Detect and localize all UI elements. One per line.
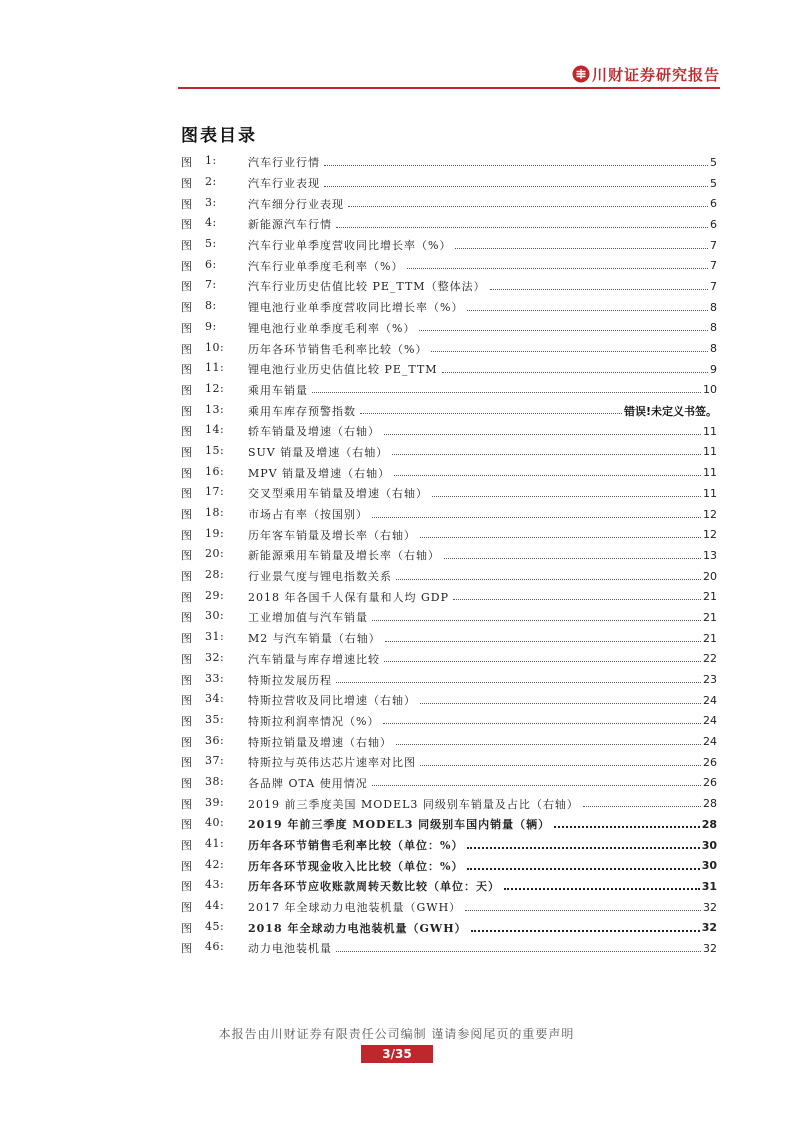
toc-leader-dots xyxy=(490,289,708,290)
toc-entry-prefix: 图 xyxy=(181,921,193,935)
toc-entry-number: 16: xyxy=(205,464,225,478)
toc-entry-title: 交叉型乘用车销量及增速（右轴） xyxy=(248,487,428,501)
toc-entry-page: 6 xyxy=(710,217,717,231)
toc-entry-label xyxy=(181,320,248,336)
toc-entry[interactable] xyxy=(181,628,717,649)
toc-leader-dots xyxy=(583,806,701,807)
toc-entry[interactable] xyxy=(181,483,717,504)
toc-entry-prefix: 图 xyxy=(181,197,193,211)
toc-entry-title: 历年各环节应收账款周转天数比较（单位：天） xyxy=(248,880,500,894)
toc-entry-number: 30: xyxy=(205,609,225,623)
toc-entry-page: 30 xyxy=(701,838,717,852)
toc-entry-prefix: 图 xyxy=(181,487,193,501)
footer-notice: 本报告由川财证券有限责任公司编制 谨请参阅尾页的重要声明 xyxy=(218,1027,575,1041)
toc-entry-title: 锂电池行业单季度毛利率（%） xyxy=(248,321,416,335)
toc-entry-number: 38: xyxy=(205,774,225,788)
toc-entry-label xyxy=(181,485,248,501)
toc-entry-prefix: 图 xyxy=(181,383,193,397)
toc-entry-prefix: 图 xyxy=(181,673,193,687)
toc-title: 图表目录 xyxy=(181,126,257,146)
toc-entry[interactable] xyxy=(181,793,717,814)
toc-entry-page: 26 xyxy=(703,776,717,790)
toc-entry-title: 汽车行业单季度营收同比增长率（%） xyxy=(248,239,452,253)
toc-entry-page: 24 xyxy=(703,693,717,707)
toc-entry[interactable] xyxy=(181,359,717,380)
toc-entry-label xyxy=(181,734,248,750)
toc-entry-title: 各品牌 OTA 使用情况 xyxy=(248,776,368,790)
toc-entry-number: 19: xyxy=(205,526,225,540)
toc-entry-page: 7 xyxy=(710,279,717,293)
toc-leader-dots xyxy=(372,517,701,518)
toc-leader-dots xyxy=(392,454,701,455)
toc-entry-number: 7: xyxy=(205,278,217,292)
toc-entry-label xyxy=(181,382,248,398)
toc-entry[interactable] xyxy=(181,690,717,711)
toc-entry-number: 5: xyxy=(205,237,217,251)
toc-entry-label xyxy=(181,816,248,832)
toc-entry-page: 11 xyxy=(703,445,717,459)
toc-entry-prefix: 图 xyxy=(181,156,193,170)
toc-entry-page: 5 xyxy=(710,155,717,169)
toc-entry-prefix: 图 xyxy=(181,652,193,666)
toc-entry-prefix: 图 xyxy=(181,694,193,708)
toc-entry[interactable] xyxy=(181,545,717,566)
toc-entry[interactable] xyxy=(181,835,717,856)
toc-leader-dots xyxy=(336,227,708,228)
toc-entry-title: 锂电池行业历史估值比较 PE_TTM xyxy=(248,363,438,377)
toc-entry-page: 31 xyxy=(701,879,717,893)
toc-entry-prefix: 图 xyxy=(181,839,193,853)
toc-entry-prefix: 图 xyxy=(181,445,193,459)
toc-leader-dots xyxy=(324,186,708,187)
toc-entry-page: 6 xyxy=(710,197,717,211)
toc-entry-number: 10: xyxy=(205,340,225,354)
toc-entry-title: 动力电池装机量 xyxy=(248,942,332,956)
toc-entry-prefix: 图 xyxy=(181,528,193,542)
toc-entry-prefix: 图 xyxy=(181,942,193,956)
toc-entry-title: 乘用车库存预警指数 xyxy=(248,404,356,418)
toc-entry[interactable] xyxy=(181,442,717,463)
toc-entry-label xyxy=(181,547,248,563)
toc-entry-label xyxy=(181,258,248,274)
toc-entry-title: 历年各环节销售毛利率比较（%） xyxy=(248,342,428,356)
toc-entry-number: 34: xyxy=(205,692,225,706)
toc-leader-dots xyxy=(467,310,708,311)
toc-entry-number: 1: xyxy=(205,154,217,168)
toc-entry-number: 40: xyxy=(205,816,225,830)
toc-entry[interactable] xyxy=(181,566,717,587)
toc-entry-label xyxy=(181,920,248,936)
toc-entry-title: 历年客车销量及增长率（右轴） xyxy=(248,528,416,542)
toc-entry-number: 28: xyxy=(205,568,225,582)
toc-entry-label xyxy=(181,196,248,212)
toc-entry-page: 22 xyxy=(703,652,717,666)
toc-entry-number: 32: xyxy=(205,650,225,664)
brand-name: 川财证券研究报告 xyxy=(591,66,720,84)
toc-leader-dots xyxy=(420,537,701,538)
toc-entry[interactable] xyxy=(181,297,717,318)
toc-leader-dots xyxy=(384,661,701,662)
toc-entry-title: 工业增加值与汽车销量 xyxy=(248,611,368,625)
toc-entry-prefix: 图 xyxy=(181,632,193,646)
toc-entry[interactable] xyxy=(181,193,717,214)
toc-entry-prefix: 图 xyxy=(181,363,193,377)
toc-entry-title: 历年各环节现金收入比比较（单位：%） xyxy=(248,859,464,873)
toc-entry-page: 7 xyxy=(710,238,717,252)
toc-entry-label xyxy=(181,796,248,812)
toc-leader-dots xyxy=(444,558,701,559)
toc-entry[interactable] xyxy=(181,897,717,918)
toc-entry-prefix: 图 xyxy=(181,818,193,832)
toc-entry-title: M2 与汽车销量（右轴） xyxy=(248,632,381,646)
toc-entry[interactable] xyxy=(181,380,717,401)
toc-entry-title: 特斯拉发展历程 xyxy=(248,673,332,687)
toc-entry[interactable] xyxy=(181,214,717,235)
toc-leader-dots xyxy=(504,888,700,890)
toc-entry-number: 15: xyxy=(205,443,225,457)
toc-entry-number: 9: xyxy=(205,319,217,333)
toc-entry-label xyxy=(181,278,248,294)
toc-entry-number: 29: xyxy=(205,588,225,602)
toc-entry-number: 41: xyxy=(205,837,225,851)
toc-entry[interactable] xyxy=(181,524,717,545)
toc-entry-prefix: 图 xyxy=(181,280,193,294)
toc-entry-prefix: 图 xyxy=(181,714,193,728)
toc-entry-page: 23 xyxy=(703,673,717,687)
toc-leader-dots xyxy=(394,475,701,476)
toc-entry-label xyxy=(181,940,248,956)
toc-entry-prefix: 图 xyxy=(181,756,193,770)
toc-entry-page: 32 xyxy=(703,900,717,914)
toc-entry-number: 42: xyxy=(205,857,225,871)
toc-entry-title: 汽车行业行情 xyxy=(248,156,320,170)
toc-entry[interactable] xyxy=(181,152,717,173)
toc-entry-title: 汽车行业单季度毛利率（%） xyxy=(248,259,404,273)
toc-leader-dots xyxy=(407,268,708,269)
toc-entry-page: 11 xyxy=(703,424,717,438)
toc-entry-number: 36: xyxy=(205,733,225,747)
toc-entry-label xyxy=(181,299,248,315)
toc-entry-title: 特斯拉销量及增速（右轴） xyxy=(248,735,392,749)
toc-leader-dots xyxy=(467,847,699,849)
toc-entry-label xyxy=(181,609,248,625)
toc-leader-dots xyxy=(420,703,701,704)
toc-entry-title: 2018 年全球动力电池装机量（GWH） xyxy=(248,921,467,935)
toc-entry-page: 24 xyxy=(703,714,717,728)
toc-entry[interactable] xyxy=(181,773,717,794)
company-logo-icon xyxy=(572,65,590,83)
toc-entry-label xyxy=(181,341,248,357)
toc-entry[interactable] xyxy=(181,276,717,297)
toc-entry-number: 12: xyxy=(205,381,225,395)
toc-entry-label xyxy=(181,837,248,853)
toc-entry-label xyxy=(181,858,248,874)
toc-entry-number: 43: xyxy=(205,878,225,892)
toc-leader-dots xyxy=(396,579,701,580)
toc-entry[interactable] xyxy=(181,235,717,256)
toc-entry-number: 17: xyxy=(205,485,225,499)
toc-entry-label xyxy=(181,237,248,253)
toc-entry-prefix: 图 xyxy=(181,321,193,335)
toc-entry[interactable] xyxy=(181,255,717,276)
toc-entry-label xyxy=(181,216,248,232)
toc-entry-prefix: 图 xyxy=(181,301,193,315)
toc-entry-page: 8 xyxy=(710,300,717,314)
toc-entry-number: 35: xyxy=(205,712,225,726)
toc-entry-prefix: 图 xyxy=(181,901,193,915)
toc-entry-title: 行业景气度与锂电指数关系 xyxy=(248,570,392,584)
toc-entry-number: 8: xyxy=(205,299,217,313)
toc-entry-title: 2019 年前三季度 MODEL3 同级别车国内销量（辆） xyxy=(248,818,551,832)
toc-leader-dots xyxy=(360,413,622,414)
toc-entry-number: 33: xyxy=(205,671,225,685)
toc-leader-dots xyxy=(453,599,701,600)
toc-leader-dots xyxy=(471,930,700,932)
toc-entry-prefix: 图 xyxy=(181,570,193,584)
toc-leader-dots xyxy=(324,165,708,166)
toc-entry-number: 31: xyxy=(205,630,225,644)
toc-leader-dots xyxy=(385,641,701,642)
toc-leader-dots xyxy=(554,826,700,828)
toc-entry-title: 特斯拉利润率情况（%） xyxy=(248,714,380,728)
page-number: 3/35 xyxy=(361,1045,433,1063)
toc-entry[interactable] xyxy=(181,504,717,525)
toc-entry-title: 乘用车销量 xyxy=(248,383,308,397)
toc-entry-prefix: 图 xyxy=(181,508,193,522)
toc-entry[interactable] xyxy=(181,338,717,359)
toc-entry-title: 汽车行业表现 xyxy=(248,177,320,191)
toc-entry-number: 37: xyxy=(205,754,225,768)
toc-entry-label xyxy=(181,651,248,667)
toc-entry-label xyxy=(181,506,248,522)
toc-entry[interactable] xyxy=(181,711,717,732)
toc-entry-page: 11 xyxy=(703,466,717,480)
toc-entry-title: 特斯拉营收及同比增速（右轴） xyxy=(248,694,416,708)
toc-entry[interactable] xyxy=(181,938,717,959)
toc-entry[interactable] xyxy=(181,607,717,628)
toc-entry-number: 20: xyxy=(205,547,225,561)
toc-entry[interactable] xyxy=(181,855,717,876)
toc-entry-page: 24 xyxy=(703,735,717,749)
toc-entry-page: 21 xyxy=(703,631,717,645)
toc-entry-label xyxy=(181,465,248,481)
toc-entry[interactable] xyxy=(181,318,717,339)
toc-leader-dots xyxy=(467,868,699,870)
toc-entry-prefix: 图 xyxy=(181,239,193,253)
toc-entry-page: 32 xyxy=(701,921,717,935)
toc-leader-dots xyxy=(465,910,701,911)
toc-entry[interactable] xyxy=(181,586,717,607)
toc-leader-dots xyxy=(372,620,701,621)
toc-entry-page: 12 xyxy=(703,528,717,542)
toc-entry-number: 18: xyxy=(205,506,225,520)
toc-entry-title: 市场占有率（按国别） xyxy=(248,508,368,522)
toc-entry-title: 汽车销量与库存增速比较 xyxy=(248,652,380,666)
toc-entry-label xyxy=(181,692,248,708)
toc-leader-dots xyxy=(312,392,701,393)
toc-entry-label xyxy=(181,444,248,460)
toc-entry-page: 21 xyxy=(703,590,717,604)
toc-entry-title: 新能源乘用车销量及增长率（右轴） xyxy=(248,549,440,563)
toc-entry-label xyxy=(181,630,248,646)
toc-entry-label xyxy=(181,754,248,770)
toc-entry-title: 汽车细分行业表现 xyxy=(248,197,344,211)
toc-entry-title: 特斯拉与英伟达芯片速率对比图 xyxy=(248,756,416,770)
toc-entry-page: 10 xyxy=(703,383,717,397)
toc-entry-label xyxy=(181,361,248,377)
header-divider xyxy=(178,87,720,89)
toc-entry-prefix: 图 xyxy=(181,735,193,749)
toc-leader-dots xyxy=(336,682,701,683)
toc-entry-label xyxy=(181,589,248,605)
toc-entry[interactable] xyxy=(181,814,717,835)
toc-entry-prefix: 图 xyxy=(181,590,193,604)
toc-entry[interactable] xyxy=(181,752,717,773)
toc-entry-number: 39: xyxy=(205,795,225,809)
toc-entry-title: 新能源汽车行情 xyxy=(248,218,332,232)
toc-leader-dots xyxy=(431,351,708,352)
toc-entry-number: 4: xyxy=(205,216,217,230)
toc-entry-label xyxy=(181,154,248,170)
toc-entry-prefix: 图 xyxy=(181,177,193,191)
toc-entry-prefix: 图 xyxy=(181,776,193,790)
toc-entry[interactable] xyxy=(181,173,717,194)
toc-entry-label xyxy=(181,568,248,584)
toc-entry-label xyxy=(181,403,248,419)
toc-entry-title: 锂电池行业单季度营收同比增长率（%） xyxy=(248,301,464,315)
toc-entry-number: 3: xyxy=(205,195,217,209)
toc-entry-prefix: 图 xyxy=(181,797,193,811)
toc-entry[interactable] xyxy=(181,917,717,938)
toc-entry-page: 28 xyxy=(701,817,717,831)
toc-leader-dots xyxy=(442,372,708,373)
toc-entry[interactable] xyxy=(181,731,717,752)
toc-entry-label xyxy=(181,899,248,915)
toc-entry-prefix: 图 xyxy=(181,342,193,356)
toc-entry-page: 30 xyxy=(701,859,717,873)
toc-entry-label xyxy=(181,527,248,543)
toc-entry-number: 11: xyxy=(205,361,225,375)
toc-entry-label xyxy=(181,175,248,191)
toc-entry-page: 9 xyxy=(710,362,717,376)
toc-entry-title: 2017 年全球动力电池装机量（GWH） xyxy=(248,901,462,915)
toc-entry-title: 轿车销量及增速（右轴） xyxy=(248,425,380,439)
toc-leader-dots xyxy=(419,330,708,331)
toc-entry-prefix: 图 xyxy=(181,880,193,894)
toc-entry-prefix: 图 xyxy=(181,859,193,873)
toc-entry-label xyxy=(181,423,248,439)
toc-leader-dots xyxy=(455,248,708,249)
toc-entry-page: 7 xyxy=(710,259,717,273)
toc-entry-prefix: 图 xyxy=(181,611,193,625)
toc-leader-dots xyxy=(383,723,701,724)
toc-entry[interactable] xyxy=(181,649,717,670)
toc-entry-prefix: 图 xyxy=(181,259,193,273)
toc-entry[interactable] xyxy=(181,462,717,483)
toc-leader-dots xyxy=(372,785,701,786)
toc-entry-page: 8 xyxy=(710,342,717,356)
toc-entry-prefix: 图 xyxy=(181,404,193,418)
toc-entry-page: 32 xyxy=(703,941,717,955)
toc-entry-number: 6: xyxy=(205,257,217,271)
toc-entry-number: 45: xyxy=(205,919,225,933)
toc-leader-dots xyxy=(348,206,708,207)
toc-leader-dots xyxy=(384,434,701,435)
toc-entry-number: 2: xyxy=(205,175,217,189)
toc-entry-page: 28 xyxy=(703,797,717,811)
toc-leader-dots xyxy=(336,951,701,952)
toc-leader-dots xyxy=(432,496,701,497)
toc-entry-number: 13: xyxy=(205,402,225,416)
toc-entry-title: MPV 销量及增速（右轴） xyxy=(248,466,391,480)
page-header xyxy=(178,62,720,90)
toc-entry-prefix: 图 xyxy=(181,466,193,480)
toc-entry-label xyxy=(181,878,248,894)
toc-leader-dots xyxy=(396,744,701,745)
toc-entry-title: 2019 前三季度美国 MODEL3 同级别车销量及占比（右轴） xyxy=(248,797,579,811)
toc-entry-number: 46: xyxy=(205,940,225,954)
toc-entry-prefix: 图 xyxy=(181,425,193,439)
toc-entry-title: SUV 销量及增速（右轴） xyxy=(248,445,389,459)
toc-entry-label xyxy=(181,672,248,688)
toc-entry-page: 20 xyxy=(703,569,717,583)
toc-entry-page: 12 xyxy=(703,507,717,521)
table-of-figures xyxy=(181,152,717,959)
toc-entry-page: 13 xyxy=(703,548,717,562)
toc-entry[interactable] xyxy=(181,876,717,897)
toc-entry-prefix: 图 xyxy=(181,218,193,232)
toc-entry-page: 11 xyxy=(703,486,717,500)
toc-entry-label xyxy=(181,775,248,791)
toc-entry[interactable] xyxy=(181,669,717,690)
toc-entry-title: 汽车行业历史估值比较 PE_TTM（整体法） xyxy=(248,280,486,294)
toc-entry-title: 历年各环节销售毛利率比较（单位：%） xyxy=(248,839,464,853)
toc-entry-page: 21 xyxy=(703,610,717,624)
toc-entry-page: 26 xyxy=(703,755,717,769)
toc-entry-page: 错误!未定义书签。 xyxy=(623,404,717,418)
toc-entry-number: 44: xyxy=(205,899,225,913)
toc-entry[interactable] xyxy=(181,400,717,421)
toc-entry-page: 8 xyxy=(710,321,717,335)
toc-entry-page: 5 xyxy=(710,176,717,190)
toc-entry-prefix: 图 xyxy=(181,549,193,563)
toc-entry-number: 14: xyxy=(205,423,225,437)
toc-leader-dots xyxy=(420,765,701,766)
toc-entry-title: 2018 年各国千人保有量和人均 GDP xyxy=(248,590,449,604)
toc-entry-label xyxy=(181,713,248,729)
toc-entry[interactable] xyxy=(181,421,717,442)
